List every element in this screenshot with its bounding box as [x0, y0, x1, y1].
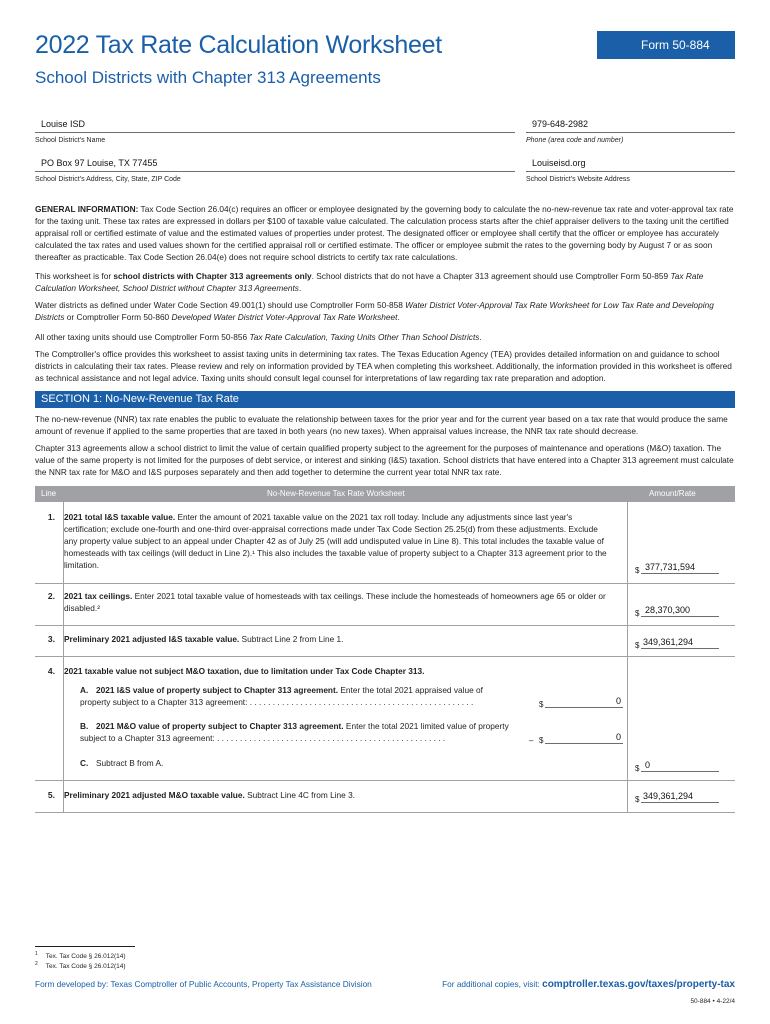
footnote-text: Tex. Tax Code § 26.012(14) — [45, 953, 126, 961]
row-divider — [35, 583, 735, 584]
footer-credit: Form developed by: Texas Comptroller of Public Accounts, Property Tax Assistance Division — [35, 979, 372, 989]
section-1-chapter313-paragraph: Chapter 313 agreements allow a school district to limit the value of certain qualified property subject to the agreement for the purposes of maintenance and operations (M&O) taxation. The value of the same property is not limited for the purposes of debt service, or interest and sinking (I&S) taxation. School districts that have entered into a Chapter 313 agreement must calculate the NNR tax rate for M&O and I&S purposes separately and then add together to determine the current year total NNR tax rate. — [35, 443, 734, 477]
line-1-description — [64, 511, 612, 571]
general-information-text: Tax Code Section 26.04(c) requires an officer or employee designated by the governing body to calculate the no-new-revenue tax rate and voter-approval tax rate for the taxing unit. These tax rates are expressed in dollars per $100 of taxable value calculated. The calculation process starts after the chief appraiser delivers to the taxing unit the certified appraisal roll or certified estimate of value and the estimated values of properties under protest. The designated officer or employee shall certify that the officer or employee has accurately calculated the tax rates and used values shown for the certified appraisal roll or certified estimate. The officer or employee submit the rates to the governing body by August 7 or as soon thereafter as practicable. Tax Code Section 26.04(e) does not require school districts to certify tax rate calculations. — [35, 204, 734, 262]
line-4b-description — [80, 720, 510, 744]
line-number: 4. — [47, 666, 55, 676]
line-4a-description — [80, 684, 510, 708]
col-line-header: Line — [41, 489, 57, 498]
worksheet-table-header — [35, 486, 735, 502]
scope-text: . School districts that do not have a Chapter 313 agreement should use Comptroller Form 50-859 — [311, 271, 671, 281]
form-revision-code: 50-884 • 4-22/4 — [690, 998, 735, 1005]
footnote-1 — [35, 951, 126, 960]
line-title: 2021 total I&S taxable value. — [64, 512, 176, 522]
field-underline — [35, 132, 515, 133]
district-name-field[interactable] — [35, 119, 515, 147]
footnote-rule — [35, 946, 135, 947]
sub-line-text: Enter the total 2021 limited value of property subject to a Chapter 313 agreement: . . . . . . . . . . . . . . . . . . . . . . . . . . . . . . . . . . . . . . . . . . . . . . . . . . — [80, 721, 509, 743]
line-4b-amount: 0 — [615, 732, 621, 742]
line-4a-amount-field[interactable] — [539, 695, 623, 709]
phone-label: Phone (area code and number) — [526, 137, 624, 144]
section-1-header: SECTION 1: No-New-Revenue Tax Rate — [35, 391, 735, 408]
water-text: Water districts as defined under Water Code Section 49.001(1) should use Comptroller Form 50-858 — [35, 300, 406, 310]
scope-emphasis: school districts with Chapter 313 agreements only — [113, 271, 312, 281]
line-2-description — [64, 590, 612, 614]
dollar-sign: $ — [635, 641, 640, 650]
amount-underline — [641, 616, 719, 617]
page-subtitle: School Districts with Chapter 313 Agreements — [35, 68, 381, 87]
col-amount-header: Amount/Rate — [649, 489, 696, 498]
footnote-2 — [35, 961, 126, 970]
sub-line-text: Enter the total 2021 appraised value of property subject to a Chapter 313 agreement: . . . . . . . . . . . . . . . . . . . . . . . . . . . . . . . . . . . . . . . . . . . . . . . . . — [80, 685, 483, 707]
water-form-title: Water District Voter-Approval Tax Rate Worksheet for Low Tax Rate and Developing Districts — [35, 300, 714, 322]
sub-line-text: Subtract B from A. — [96, 758, 164, 768]
footnote-number: 2 — [35, 961, 38, 967]
line-number: 1. — [47, 512, 55, 522]
address-field[interactable] — [35, 158, 515, 186]
line-title: 2021 taxable value not subject M&O taxation, due to limitation under Tax Code Chapter 313. — [64, 666, 425, 676]
water-districts-paragraph — [35, 299, 735, 323]
other-text: . — [479, 332, 482, 342]
minus-sign: – — [529, 736, 534, 745]
water-text: . — [397, 312, 400, 322]
line-1-amount-field[interactable] — [635, 561, 719, 575]
address-label: School District's Address, City, State, ZIP Code — [35, 176, 181, 183]
general-information-label: GENERAL INFORMATION: — [35, 204, 139, 214]
line-text: Enter the amount of 2021 taxable value on the 2021 tax roll today. Include any adjustments since last year's certification; exclude one-fourth and one-third over-appraisal corrections made under Tax Code Section 25.25(d) from these adjustments. Exclude any property value subject to an appeal under Chapter 42 as of July 25 (will add undisputed value in Line 8). This total includes the taxable value of homesteads with tax ceilings (will deduct in Line 2).¹ This also includes the taxable value of property subject to a Chapter 313 agreement prior to the limitation. — [64, 512, 607, 570]
amount-underline — [545, 743, 623, 744]
amount-underline — [545, 707, 623, 708]
dollar-sign: $ — [635, 566, 640, 575]
line-text: Subtract Line 4C from Line 3. — [244, 790, 355, 800]
website-field[interactable] — [526, 158, 735, 186]
line-text: Enter 2021 total taxable value of homesteads with tax ceilings. These include the homesteads of homeowners age 65 or older or disabled.² — [64, 591, 606, 613]
water-form-title: Developed Water District Voter-Approval Tax Rate Worksheet — [171, 312, 398, 322]
section-1-nnr-paragraph: The no-new-revenue (NNR) tax rate enables the public to evaluate the relationship between taxes for the prior year and for the current year based on a tax rate that would produce the same amount of revenue if applied to the same properties that are taxed in both years (no new taxes). When appraisal values increase, the NNR tax rate should decrease. — [35, 414, 728, 436]
other-text: All other taxing units should use Comptroller Form 50-856 — [35, 332, 250, 342]
general-information-paragraph — [35, 203, 735, 263]
dollar-sign: $ — [635, 764, 640, 773]
line-title: Preliminary 2021 adjusted I&S taxable value. — [64, 634, 240, 644]
line-3-amount: 349,361,294 — [643, 637, 694, 647]
district-name-label: School District's Name — [35, 137, 106, 144]
scope-form-title: Tax Rate Calculation Worksheet, School District without Chapter 313 Agreements — [35, 271, 704, 293]
sub-line-letter: C. — [80, 758, 89, 768]
field-underline — [526, 132, 735, 133]
sub-line-title: 2021 M&O value of property subject to Chapter 313 agreement. — [96, 721, 344, 731]
line-4c-description — [80, 757, 510, 769]
line-3-amount-field[interactable] — [635, 636, 719, 650]
scope-text: . — [298, 283, 302, 293]
line-4-description — [64, 665, 612, 677]
phone-value: 979-648-2982 — [532, 119, 589, 129]
footer-copies-text: For additional copies, visit: — [442, 979, 543, 989]
comptroller-link[interactable]: comptroller.texas.gov/taxes/property-tax — [542, 979, 735, 990]
other-units-paragraph — [35, 331, 735, 343]
col-worksheet-header: No-New-Revenue Tax Rate Worksheet — [267, 489, 405, 498]
comptroller-paragraph: The Comptroller's office provides this worksheet to assist taxing units in determining tax rates. The Texas Education Agency (TEA) provides detailed information on and guidance to school districts in calculating their tax rates. Please review and rely on information provided by TEA when completing this worksheet. Additionally, the information provided in this worksheet is offered as technical assistance and not legal advice. Taxing units should consult legal counsel for interpretations of law regarding tax rate preparation and adoption. — [35, 349, 732, 383]
water-text: or Comptroller Form 50-860 — [64, 312, 172, 322]
dollar-sign: $ — [539, 700, 544, 709]
address-value: PO Box 97 Louise, TX 77455 — [41, 158, 158, 168]
line-5-amount-field[interactable] — [635, 790, 719, 804]
field-underline — [35, 171, 515, 172]
dollar-sign: $ — [635, 609, 640, 618]
website-label: School District's Website Address — [526, 176, 630, 183]
line-3-description — [64, 633, 612, 645]
row-divider — [35, 625, 735, 626]
line-2-amount-field[interactable] — [635, 604, 719, 618]
website-value: Louiseisd.org — [532, 158, 586, 168]
line-number: 3. — [47, 634, 55, 644]
sub-line-letter: A. — [80, 685, 89, 695]
line-text: Subtract Line 2 from Line 1. — [239, 634, 344, 644]
dollar-sign: $ — [539, 736, 544, 745]
sub-line-letter: B. — [80, 721, 89, 731]
row-divider — [35, 656, 735, 657]
field-underline — [526, 171, 735, 172]
row-divider — [35, 812, 735, 813]
line-title: 2021 tax ceilings. — [64, 591, 133, 601]
row-divider — [35, 780, 735, 781]
amount-underline — [641, 771, 719, 772]
line-4c-amount: 0 — [645, 760, 651, 770]
line-number: 2. — [47, 591, 55, 601]
line-5-description — [64, 789, 612, 801]
table-divider — [627, 502, 628, 812]
sub-line-title: 2021 I&S value of property subject to Chapter 313 agreement. — [96, 685, 339, 695]
amount-underline — [641, 573, 719, 574]
line-4c-amount-field[interactable] — [635, 759, 719, 773]
form-number-badge: Form 50-884 — [597, 31, 735, 59]
scope-text: This worksheet is for — [35, 271, 114, 281]
phone-field[interactable] — [526, 119, 735, 147]
line-title: Preliminary 2021 adjusted M&O taxable value. — [64, 790, 245, 800]
line-4a-amount: 0 — [615, 696, 621, 706]
other-form-title: Tax Rate Calculation, Taxing Units Other Than School Districts — [249, 332, 480, 342]
line-4b-amount-field[interactable] — [529, 731, 623, 745]
worksheet-scope-paragraph — [35, 270, 735, 294]
amount-underline — [641, 648, 719, 649]
line-number: 5. — [47, 790, 55, 800]
amount-underline — [641, 802, 719, 803]
footnote-text: Tex. Tax Code § 26.012(14) — [45, 963, 126, 971]
line-5-amount: 349,361,294 — [643, 791, 694, 801]
footnote-number: 1 — [35, 951, 38, 957]
footer-copies — [442, 979, 735, 990]
dollar-sign: $ — [635, 795, 640, 804]
line-1-amount: 377,731,594 — [645, 562, 696, 572]
line-2-amount: 28,370,300 — [645, 605, 691, 615]
page-title: 2022 Tax Rate Calculation Worksheet — [35, 31, 442, 59]
district-name-value: Louise ISD — [41, 119, 86, 129]
